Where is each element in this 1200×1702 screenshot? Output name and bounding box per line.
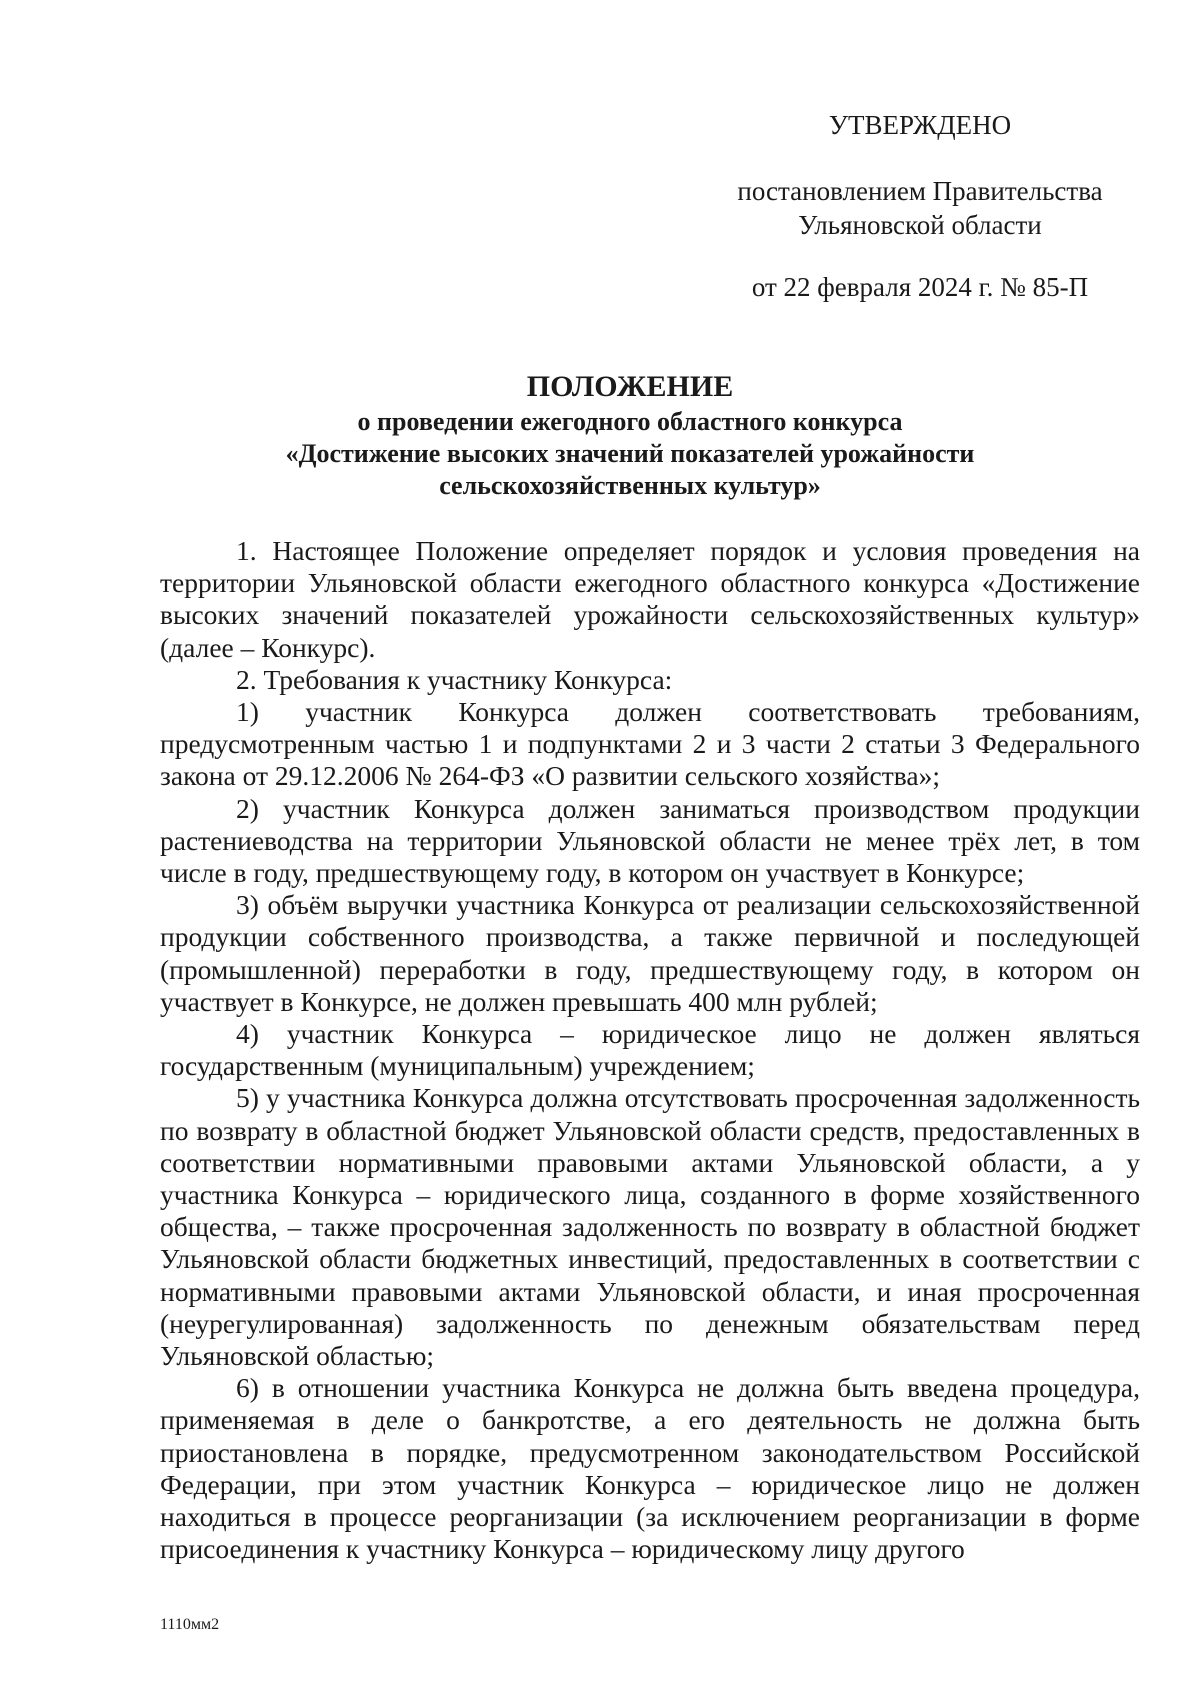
paragraph-2-item-2: 2) участник Конкурса должен заниматься производством продукции растениеводства на территории Ульяновской области не менее трёх лет, в том числе в году, предшествующему году, в котором он участвует в Конкурсе; bbox=[160, 792, 1140, 889]
paragraph-2-item-3: 3) объём выручки участника Конкурса от реализации сельскохозяйственной продукции собственного производства, а также первичной и последующей (промышленной) переработки в году, предшествующему году, в котором он участвует в Конкурсе, не должен превышать 400 млн рублей; bbox=[160, 889, 1140, 1017]
approval-line-2: Ульяновской области bbox=[798, 210, 1042, 240]
approval-line-1: постановлением Правительства bbox=[737, 176, 1103, 206]
paragraph-2: 2. Требования к участнику Конкурса: bbox=[236, 663, 673, 695]
paragraph-1: 1. Настоящее Положение определяет порядок и условия проведения на территории Ульяновской области ежегодного областного конкурса «Достижение высоких значений показателей урожайности сельскохозяйственных культур» (далее – Конкурс). bbox=[160, 535, 1140, 663]
document-body bbox=[160, 535, 1140, 1566]
approval-authority bbox=[700, 174, 1140, 242]
document-subtitle-line: «Достижение высоких значений показателей урожайности bbox=[285, 439, 975, 468]
document-code: 1110мм2 bbox=[160, 1616, 220, 1633]
approval-date: от 22 февраля 2024 г. № 85-П bbox=[751, 272, 1089, 302]
document-subtitle-line: сельскохозяйственных культур» bbox=[439, 471, 821, 500]
paragraph-2-item-4: 4) участник Конкурса – юридическое лицо не должен являться государственным (муниципальным) учреждением; bbox=[160, 1018, 1140, 1082]
document-heading: ПОЛОЖЕНИЕ bbox=[526, 370, 734, 403]
approval-title: УТВЕРЖДЕНО bbox=[828, 110, 1012, 140]
paragraph-2-item-1: 1) участник Конкурса должен соответствовать требованиям, предусмотренным частью 1 и подпунктами 2 и 3 части 2 статьи 3 Федерального закона от 29.12.2006 № 264-ФЗ «О развитии сельского хозяйства»; bbox=[160, 696, 1140, 792]
document-title-block bbox=[140, 368, 1120, 502]
paragraph-2-item-5: 5) у участника Конкурса должна отсутствовать просроченная задолженность по возврату в областной бюджет Ульяновской области средств, предоставленных в соответствии нормативными правовыми актами Ульяновской области, а у участника Конкурса – юридического лица, созданного в форме хозяйственного общества, – также просроченная задолженность по возврату в областной бюджет Ульяновской области бюджетных инвестиций, предоставленных в соответствии с нормативными правовыми актами Ульяновской области, и иная просроченная (неурегулированная) задолженность по денежным обязательствам перед Ульяновской областью; bbox=[160, 1082, 1140, 1372]
paragraph-2-item-6: 6) в отношении участника Конкурса не должна быть введена процедура, применяемая в деле о банкротстве, а его деятельность не должна быть приостановлена в порядке, предусмотренном законодательством Российской Федерации, при этом участник Конкурса – юридическое лицо не должен находиться в процессе реорганизации (за исключением реорганизации в форме присоединения к участнику Конкурса – юридическому лицу другого bbox=[160, 1372, 1140, 1565]
document-subtitle-line: о проведении ежегодного областного конкурса bbox=[357, 407, 903, 436]
